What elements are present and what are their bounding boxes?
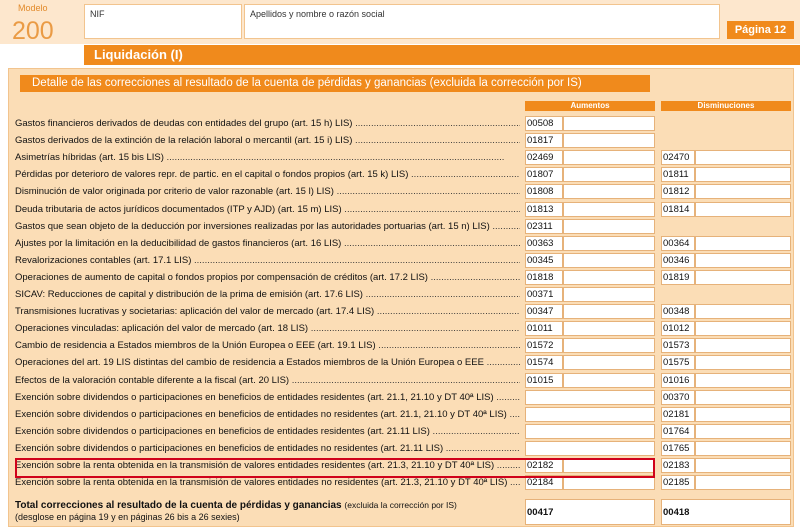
aumentos-code: 00345 bbox=[527, 254, 554, 266]
total-disminuciones-code: 00418 bbox=[663, 507, 690, 518]
aumentos-value-field[interactable] bbox=[563, 150, 655, 165]
aumentos-code: 02469 bbox=[527, 152, 554, 164]
row-description-text: Ajustes por la limitación en la deducibilidad de gastos financieros (art. 16 LIS) bbox=[15, 237, 342, 249]
aumentos-value-field[interactable] bbox=[563, 304, 655, 319]
row-description bbox=[15, 118, 520, 131]
modelo-label: Modelo bbox=[18, 3, 48, 13]
disminuciones-code: 01764 bbox=[663, 425, 690, 437]
table-row bbox=[15, 133, 795, 148]
disminuciones-value-field[interactable] bbox=[695, 475, 791, 490]
column-header-disminuciones: Disminuciones bbox=[661, 101, 791, 111]
aumentos-code-box bbox=[525, 304, 563, 319]
aumentos-code: 01572 bbox=[527, 340, 554, 352]
total-aumentos-code: 00417 bbox=[527, 507, 554, 518]
disminuciones-code-box bbox=[661, 390, 695, 405]
disminuciones-value-field[interactable] bbox=[695, 321, 791, 336]
row-description-text: Exención sobre la renta obtenida en la transmisión de valores entidades residentes (art. 21.3, 21.10 y DT 40ª LIS) bbox=[15, 460, 495, 471]
disminuciones-code-box bbox=[661, 407, 695, 422]
aumentos-code: 00347 bbox=[527, 306, 554, 318]
row-description-text: Exención sobre dividendos o participaciones en beneficios de entidades residentes (art. 21.1, 21.10 y DT 40ª LIS) bbox=[15, 391, 494, 403]
disminuciones-value-field[interactable] bbox=[695, 338, 791, 353]
aumentos-code-box bbox=[525, 236, 563, 251]
table-row bbox=[15, 167, 795, 182]
row-description bbox=[15, 340, 520, 353]
aumentos-code: 01574 bbox=[527, 357, 554, 369]
disminuciones-value-field[interactable] bbox=[695, 373, 791, 388]
row-description-text: Asimetrías híbridas (art. 15 bis LIS) bbox=[15, 152, 164, 164]
disminuciones-code-box bbox=[661, 236, 695, 251]
row-description bbox=[15, 426, 520, 439]
page-badge: Página 12 bbox=[727, 21, 794, 39]
table-row bbox=[15, 355, 795, 370]
table-row bbox=[15, 441, 795, 456]
disminuciones-code-box bbox=[661, 270, 695, 285]
column-header-aumentos: Aumentos bbox=[525, 101, 655, 111]
disminuciones-code-box bbox=[661, 458, 695, 473]
disminuciones-value-field[interactable] bbox=[695, 424, 791, 439]
aumentos-code-box bbox=[525, 321, 563, 336]
total-label bbox=[15, 500, 457, 511]
row-description-text: Exención sobre dividendos o participaciones en beneficios de entidades residentes (art. 21.11 LIS) bbox=[15, 425, 430, 437]
aumentos-value-field[interactable] bbox=[563, 236, 655, 251]
disminuciones-value-field[interactable] bbox=[695, 304, 791, 319]
row-description-text: Exención sobre dividendos o participaciones en beneficios de entidades no residentes (art. 21.11 LIS) bbox=[15, 442, 444, 454]
disminuciones-value-field[interactable] bbox=[695, 270, 791, 285]
disminuciones-code: 02183 bbox=[663, 460, 690, 471]
disminuciones-code: 00370 bbox=[663, 391, 690, 403]
disminuciones-code: 01819 bbox=[663, 271, 690, 283]
row-description-text: Disminución de valor originada por criterio de valor razonable (art. 15 l) LIS) bbox=[15, 186, 334, 198]
aumentos-code-box bbox=[525, 219, 563, 234]
disminuciones-code: 02470 bbox=[663, 152, 690, 164]
disminuciones-code: 01573 bbox=[663, 340, 690, 352]
total-subnote: (desglose en página 19 y en páginas 26 bis a 26 sexies) bbox=[15, 512, 240, 522]
row-description bbox=[15, 135, 520, 148]
aumentos-value-field[interactable] bbox=[563, 202, 655, 217]
disminuciones-code-box bbox=[661, 338, 695, 353]
disminuciones-code-box bbox=[661, 475, 695, 490]
disminuciones-code-box bbox=[661, 373, 695, 388]
row-description bbox=[15, 477, 520, 490]
row-description bbox=[15, 323, 520, 336]
aumentos-value-field[interactable] bbox=[563, 321, 655, 336]
disminuciones-value-field[interactable] bbox=[695, 390, 791, 405]
disminuciones-value-field[interactable] bbox=[695, 458, 791, 473]
total-label-text: Total correcciones al resultado de la cuenta de pérdidas y ganancias bbox=[15, 500, 342, 511]
disminuciones-value-field[interactable] bbox=[695, 441, 791, 456]
row-description-text: Exención sobre dividendos o participaciones en beneficios de entidades no residentes (art. 21.1, 21.10 y DT 40ª LIS) bbox=[15, 408, 507, 420]
aumentos-code-box bbox=[525, 133, 563, 148]
aumentos-value-field[interactable] bbox=[563, 184, 655, 199]
total-row bbox=[15, 499, 795, 525]
disminuciones-code: 02181 bbox=[663, 408, 690, 420]
row-description-text: Deuda tributaria de actos jurídicos documentados (ITP y AJD) (art. 15 m) LIS) bbox=[15, 203, 342, 215]
disminuciones-code: 01812 bbox=[663, 186, 690, 198]
aumentos-code: 02184 bbox=[527, 477, 554, 489]
aumentos-value-field[interactable] bbox=[563, 355, 655, 370]
aumentos-code-box bbox=[525, 116, 563, 131]
disminuciones-code: 00346 bbox=[663, 254, 690, 266]
disminuciones-code: 01811 bbox=[663, 169, 689, 181]
name-label: Apellidos y nombre o razón social bbox=[250, 9, 385, 19]
aumentos-value-field[interactable] bbox=[563, 116, 655, 131]
row-description-text: Pérdidas por deterioro de valores repr. de partic. en el capital o fondos propios (art. 15 k) LIS) bbox=[15, 169, 409, 181]
table-row bbox=[15, 304, 795, 319]
row-description-text: Exención sobre la renta obtenida en la transmisión de valores entidades no residentes (art. 21.3, 21.10 y DT 40ª LIS) bbox=[15, 477, 508, 489]
aumentos-code-box bbox=[525, 338, 563, 353]
table-row bbox=[15, 373, 795, 388]
aumentos-code: 01808 bbox=[527, 186, 554, 198]
aumentos-value-field[interactable] bbox=[563, 167, 655, 182]
nif-label: NIF bbox=[90, 9, 105, 19]
aumentos-value-field[interactable] bbox=[563, 253, 655, 268]
aumentos-code-box bbox=[525, 167, 563, 182]
disminuciones-code-box bbox=[661, 424, 695, 439]
disminuciones-value-field[interactable] bbox=[695, 236, 791, 251]
row-description bbox=[15, 289, 520, 302]
row-description-text: Transmisiones lucrativas y societarias: aplicación del valor de mercado (art. 17.4 LIS) bbox=[15, 306, 375, 318]
row-description bbox=[15, 186, 520, 199]
nif-field[interactable] bbox=[84, 4, 242, 39]
row-description bbox=[15, 238, 520, 251]
table-row bbox=[15, 407, 795, 422]
row-description-text: Efectos de la valoración contable diferente a la fiscal (art. 20 LIS) bbox=[15, 374, 290, 386]
disminuciones-code-box bbox=[661, 355, 695, 370]
table-row bbox=[15, 116, 795, 131]
disminuciones-code-box bbox=[661, 441, 695, 456]
aumentos-code-box bbox=[525, 253, 563, 268]
subsection-title: Detalle de las correcciones al resultado de la cuenta de pérdidas y ganancias (excluida la corrección por IS) bbox=[32, 77, 582, 89]
aumentos-code-box bbox=[525, 150, 563, 165]
row-description bbox=[15, 306, 520, 319]
name-field[interactable] bbox=[244, 4, 720, 39]
aumentos-value-field[interactable] bbox=[563, 287, 655, 302]
row-description-text: Gastos derivados de la extinción de la relación laboral o mercantil (art. 15 i) LIS) bbox=[15, 135, 353, 147]
row-description-text: SICAV: Reducciones de capital y distribución de la prima de emisión (art. 17.6 LIS) bbox=[15, 289, 363, 300]
row-description-text: Gastos que sean objeto de la deducción por inversiones realizadas por las autoridades portuarias (art. 15 n) LIS) bbox=[15, 220, 490, 232]
aumentos-blank bbox=[525, 441, 655, 456]
disminuciones-code: 02185 bbox=[663, 477, 690, 489]
table-row bbox=[15, 424, 795, 439]
aumentos-blank bbox=[525, 390, 655, 405]
aumentos-value-field[interactable] bbox=[563, 219, 655, 234]
disminuciones-code-box bbox=[661, 202, 695, 217]
disminuciones-code-box bbox=[661, 150, 695, 165]
row-description-text: Cambio de residencia a Estados miembros de la Unión Europea o EEE (art. 19.1 LIS) bbox=[15, 340, 376, 352]
table-row bbox=[15, 219, 795, 234]
disminuciones-code-box bbox=[661, 304, 695, 319]
aumentos-code: 01807 bbox=[527, 169, 554, 181]
total-disminuciones-field[interactable] bbox=[661, 499, 791, 525]
row-description-text: Operaciones vinculadas: aplicación del valor de mercado (art. 18 LIS) bbox=[15, 323, 309, 335]
aumentos-value-field[interactable] bbox=[563, 270, 655, 285]
highlight-box bbox=[15, 458, 655, 478]
row-description-text: Operaciones del art. 19 LIS distintas del cambio de residencia a Estados miembros de la Unión Europea o EEE bbox=[15, 357, 484, 369]
row-description bbox=[15, 443, 520, 456]
aumentos-code: 01818 bbox=[527, 271, 554, 283]
aumentos-code-box bbox=[525, 202, 563, 217]
aumentos-code-box bbox=[525, 184, 563, 199]
row-description bbox=[15, 392, 520, 405]
disminuciones-code: 01016 bbox=[663, 374, 690, 386]
table-row bbox=[15, 338, 795, 353]
row-description-text: Gastos financieros derivados de deudas con entidades del grupo (art. 15 h) LIS) bbox=[15, 118, 353, 129]
row-description bbox=[15, 221, 520, 234]
table-row bbox=[15, 150, 795, 165]
row-description bbox=[15, 152, 520, 165]
disminuciones-value-field[interactable] bbox=[695, 150, 791, 165]
aumentos-code-box bbox=[525, 287, 563, 302]
aumentos-code: 02182 bbox=[527, 460, 554, 471]
row-description-text: Revalorizaciones contables (art. 17.1 LIS) bbox=[15, 254, 192, 266]
aumentos-blank bbox=[525, 424, 655, 439]
aumentos-code: 00363 bbox=[527, 237, 554, 249]
row-description-text: Operaciones de aumento de capital o fondos propios por compensación de créditos (art. 17.2 LIS) bbox=[15, 271, 428, 283]
disminuciones-code-box bbox=[661, 321, 695, 336]
disminuciones-value-field[interactable] bbox=[695, 355, 791, 370]
row-description bbox=[15, 357, 520, 370]
disminuciones-code-box bbox=[661, 184, 695, 199]
disminuciones-code: 01575 bbox=[663, 357, 690, 369]
aumentos-code: 00508 bbox=[527, 118, 554, 129]
row-description bbox=[15, 255, 520, 268]
aumentos-code-box bbox=[525, 373, 563, 388]
table-row bbox=[15, 184, 795, 199]
aumentos-code: 01015 bbox=[527, 374, 554, 386]
disminuciones-code-box bbox=[661, 253, 695, 268]
row-description bbox=[15, 272, 520, 285]
row-description bbox=[15, 375, 520, 388]
table-row bbox=[15, 270, 795, 285]
disminuciones-code: 00364 bbox=[663, 237, 690, 249]
table-row bbox=[15, 390, 795, 405]
disminuciones-value-field[interactable] bbox=[695, 167, 791, 182]
disminuciones-code: 01814 bbox=[663, 203, 690, 215]
aumentos-value-field[interactable] bbox=[563, 338, 655, 353]
subsection-bar bbox=[20, 75, 650, 92]
disminuciones-value-field[interactable] bbox=[695, 202, 791, 217]
disminuciones-code: 00348 bbox=[663, 306, 690, 318]
aumentos-code: 01813 bbox=[527, 203, 554, 215]
disminuciones-value-field[interactable] bbox=[695, 253, 791, 268]
table-row bbox=[15, 253, 795, 268]
row-description bbox=[15, 409, 520, 422]
table-row bbox=[15, 287, 795, 302]
section-title-bar bbox=[84, 45, 800, 65]
aumentos-value-field[interactable] bbox=[563, 373, 655, 388]
total-note: (excluida la corrección por IS) bbox=[344, 500, 457, 510]
table-row bbox=[15, 321, 795, 336]
row-description bbox=[15, 169, 520, 182]
aumentos-code: 01011 bbox=[527, 323, 553, 335]
aumentos-code: 02311 bbox=[527, 220, 553, 232]
disminuciones-value-field[interactable] bbox=[695, 184, 791, 199]
disminuciones-code: 01012 bbox=[663, 323, 690, 335]
aumentos-code: 00371 bbox=[527, 289, 554, 300]
aumentos-code-box bbox=[525, 355, 563, 370]
aumentos-value-field[interactable] bbox=[563, 133, 655, 148]
total-aumentos-field[interactable] bbox=[525, 499, 655, 525]
aumentos-code-box bbox=[525, 270, 563, 285]
row-description bbox=[15, 204, 520, 217]
table-row bbox=[15, 236, 795, 251]
disminuciones-code: 01765 bbox=[663, 442, 690, 454]
disminuciones-code-box bbox=[661, 167, 695, 182]
section-title: Liquidación (I) bbox=[94, 47, 183, 62]
aumentos-blank bbox=[525, 407, 655, 422]
modelo-number: 200 bbox=[12, 17, 54, 45]
disminuciones-value-field[interactable] bbox=[695, 407, 791, 422]
table-row bbox=[15, 202, 795, 217]
aumentos-code: 01817 bbox=[527, 135, 554, 147]
